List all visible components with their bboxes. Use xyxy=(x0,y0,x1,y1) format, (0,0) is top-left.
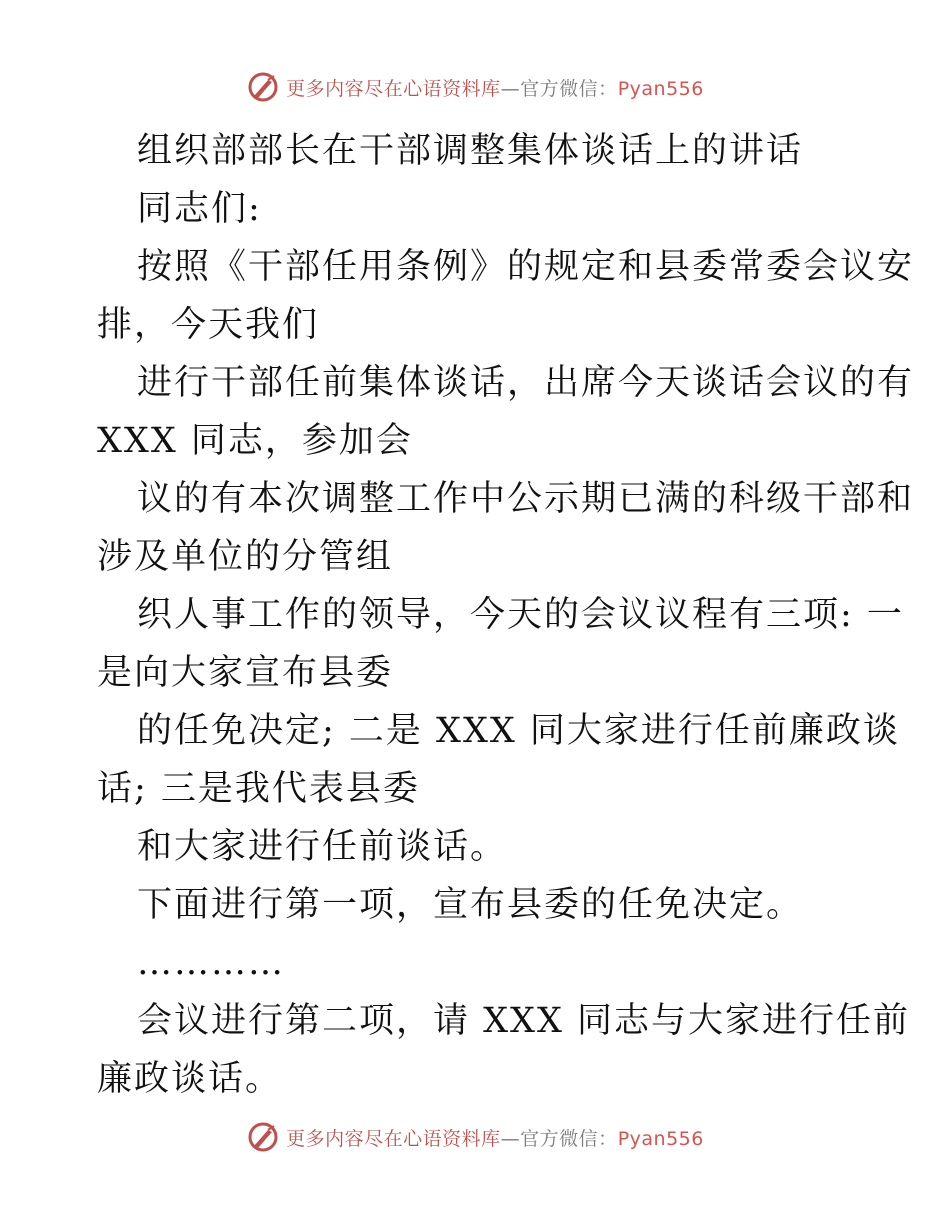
paragraph-line: 按照《干部任用条例》的规定和县委常委会议安 xyxy=(137,247,915,287)
paragraph-line: XXX 同志，参加会 xyxy=(97,421,413,461)
salutation: 同志们: xyxy=(137,189,262,229)
paragraph-line: 廉政谈话。 xyxy=(97,1059,283,1099)
watermark-wechat-id: Pyan556 xyxy=(617,77,704,100)
ellipsis-line: ………… xyxy=(137,943,285,983)
paragraph-line: 下面进行第一项，宣布县委的任免决定。 xyxy=(137,885,804,925)
pen-swirl-logo-icon xyxy=(246,70,280,104)
paragraph-line: 和大家进行任前谈话。 xyxy=(137,827,508,867)
paragraph-line: 会议进行第二项，请 XXX 同志与大家进行任前 xyxy=(137,1001,911,1041)
paragraph-line: 议的有本次调整工作中公示期已满的科级干部和 xyxy=(137,479,915,519)
pen-swirl-logo-icon xyxy=(246,1120,280,1154)
watermark-text xyxy=(286,1124,704,1151)
watermark-dash: — xyxy=(500,1127,521,1150)
document-body xyxy=(97,122,915,1108)
paragraph-line: 涉及单位的分管组 xyxy=(97,537,394,577)
watermark-wechat-id: Pyan556 xyxy=(617,1127,704,1150)
paragraph-line: 是向大家宣布县委 xyxy=(97,653,394,693)
watermark-wechat-label: 官方微信： xyxy=(520,77,618,100)
header-watermark xyxy=(0,70,950,104)
paragraph-line: 织人事工作的领导，今天的会议议程有三项: 一 xyxy=(137,595,904,635)
paragraph-line: 排，今天我们 xyxy=(97,305,320,345)
document-title: 组织部部长在干部调整集体谈话上的讲话 xyxy=(137,131,804,171)
watermark-text xyxy=(286,74,704,101)
watermark-main: 更多内容尽在心语资料库 xyxy=(286,1127,501,1150)
paragraph-line: 的任免决定; 二是 XXX 同大家进行任前廉政谈 xyxy=(137,711,900,751)
watermark-main: 更多内容尽在心语资料库 xyxy=(286,77,501,100)
footer-watermark xyxy=(0,1120,950,1154)
watermark-wechat-label: 官方微信： xyxy=(520,1127,618,1150)
paragraph-line: 话; 三是我代表县委 xyxy=(97,769,420,809)
watermark-dash: — xyxy=(500,77,521,100)
paragraph-line: 进行干部任前集体谈话，出席今天谈话会议的有 xyxy=(137,363,915,403)
